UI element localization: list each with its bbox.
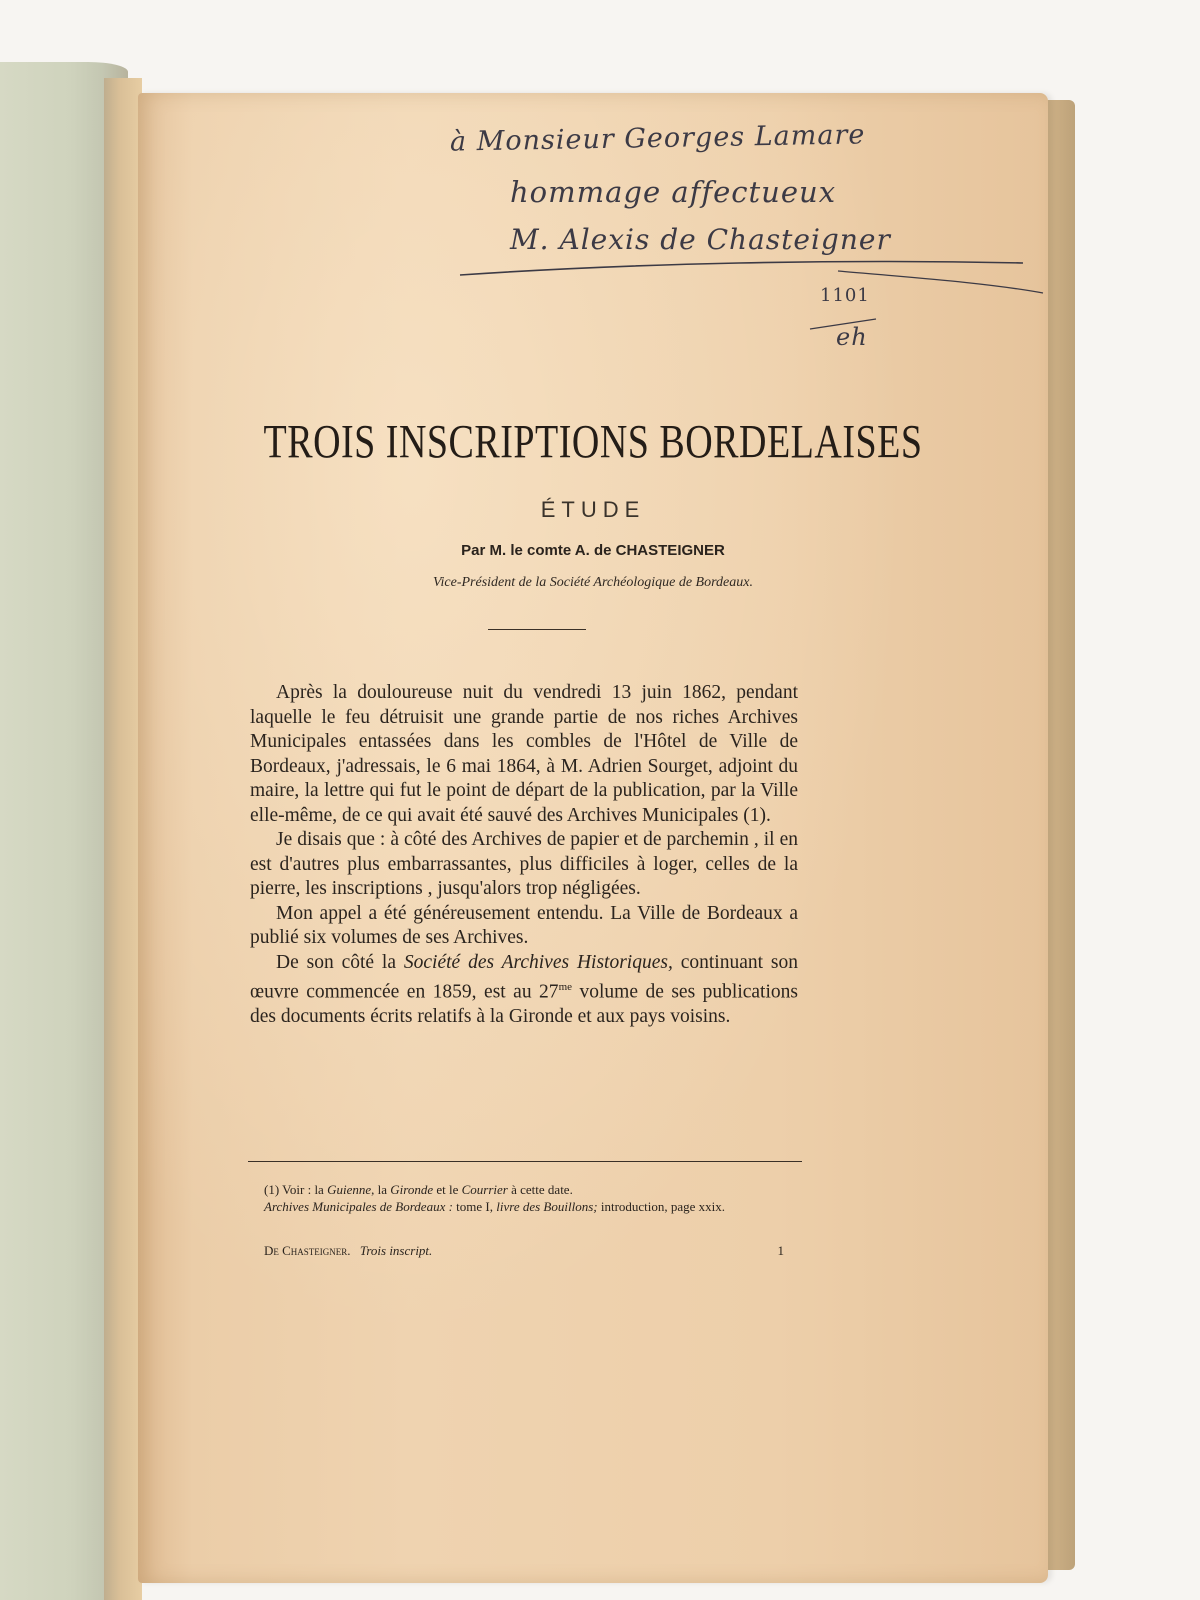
paragraph: Mon appel a été généreusement entendu. La Ville de Bordeaux a publié six volumes de ses Archives. [250, 902, 798, 948]
cover-inner-edge [104, 78, 142, 1600]
dedication-line-2: hommage affectueux [510, 175, 837, 209]
text-run: De son côté la [276, 951, 404, 973]
text-run: (1) Voir : la [264, 1182, 328, 1197]
italic-run: Guienne [327, 1182, 372, 1197]
title-divider [488, 629, 586, 630]
superscript: me [558, 981, 573, 993]
italic-run: Courrier [461, 1182, 508, 1197]
dedication-line-3: M. Alexis de Chasteigner [510, 223, 891, 256]
italic-run: Société des Archives Historiques, [403, 951, 673, 973]
paragraph: Après la douloureuse nuit du vendredi 13 juin 1862, pendant laquelle le feu détruisit une grande partie de nos riches Archives Municipales entassées dans les combles de l'Hôtel de Ville de Bordeaux, j'adressais, le 6 mai 1864, à M. Adrien Sourget, adjoint du maire, la lettre qui fut le point de départ de la publication, par la Ville elle-même, de ce qui avait été sauvé des Archives Municipales (1). [250, 682, 798, 826]
italic-run: Gironde [390, 1182, 434, 1197]
running-title: Trois inscript. [359, 1243, 433, 1258]
text-run: tome I, [452, 1199, 497, 1214]
author-byline: Par M. le comte A. de CHASTEIGNER [461, 542, 725, 559]
paragraph [250, 951, 798, 1030]
footnote [250, 1198, 800, 1215]
text-run: et le [433, 1182, 462, 1197]
paragraph: Je disais que : à côté des Archives de papier et de parchemin , il en est d'autres plus embarrassantes, plus difficiles à loger, celles de la pierre, les inscriptions , jusqu'alors trop négligées. [250, 829, 798, 899]
italic-run: Archives Municipales de Bordeaux : [264, 1199, 453, 1214]
dedication-line-1: à Monsieur Georges Lamare [449, 119, 866, 158]
footnote-divider [248, 1161, 802, 1162]
italic-run: livre des Bouillons; [496, 1199, 598, 1214]
shelf-mark-note: eh [836, 323, 868, 351]
text-run: continuant son œuvre commencée en 1859, est au 27 [250, 951, 798, 1003]
text-run: , la [371, 1182, 391, 1197]
handwritten-dedication [138, 93, 1048, 433]
page-title: TROIS INSCRIPTIONS BORDELAISES [263, 416, 923, 469]
text-run: à cette date. [507, 1182, 573, 1197]
footnote [250, 1181, 800, 1198]
text-run: volume de ses publications des documents écrits relatifs à la Gironde et aux pays voisins. [250, 981, 798, 1027]
footnotes [250, 1181, 800, 1215]
running-author: De Chasteigner. [264, 1243, 351, 1258]
text-run: introduction, page xxix. [597, 1199, 726, 1214]
shelf-mark-number: 1101 [820, 285, 870, 306]
page-number: 1 [777, 1243, 784, 1258]
title-page [138, 93, 1048, 1583]
body-text [250, 681, 798, 1030]
subtitle: ÉTUDE [540, 497, 646, 522]
author-role: Vice-Président de la Société Archéologique de Bordeaux. [433, 575, 753, 590]
running-footer [264, 1243, 784, 1259]
